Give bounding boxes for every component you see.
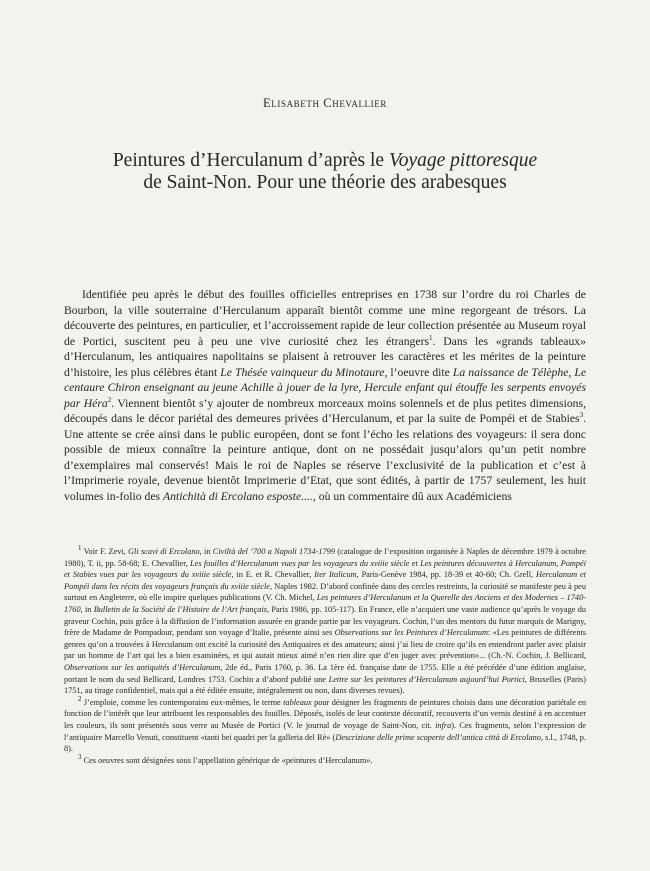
footnote-number: 1 — [78, 544, 82, 553]
italic-run: Observations sur les antiquités d’Herculanum — [64, 662, 221, 672]
italic-run: Iter Italicum — [314, 570, 357, 580]
italic-run: Antichità di Ercolano esposte.... — [163, 489, 313, 503]
paragraph — [64, 287, 586, 504]
text-run: ). Ces fragments, selon l’expression de l’antiquaire Marcello Venuti, constituent «tanti bei quadri per la galleria del Rè» ( — [64, 720, 586, 742]
footnote-2 — [64, 694, 587, 755]
title-italic: Voyage pittoresque — [388, 150, 538, 171]
italic-run: Bulletin de la Société de l’Histoire de l’Art français — [93, 604, 267, 614]
text-run: , Naples 1982. D’abord confinée dans des cercles restreints, la curiosité se manifeste peu à peu surtout en Angleterre, où elle inspire quelques publications (V. Ch. Michel, — [64, 581, 586, 603]
italic-run: Lettre sur les peintures d’Herculanum aujourd’hui Portici — [328, 674, 525, 684]
text-run: , in — [199, 547, 213, 556]
footnote-1 — [64, 546, 586, 697]
text-run: , Bruxelles (Paris) 1751, au tirage confidentiel, mais qui a été éditée ensuite, intégralement ou non, dans diverses revues). — [64, 674, 587, 696]
text-run: , 2de éd., Paris 1760, p. 36. La 1ère éd. française date de 1755. Elle a été précédée d’une édition anglaise, portant le nom du seul Bellicard, Londres 1753. Cochin a d’abord publié une — [64, 662, 586, 684]
text-run: pour désigner les fragments de peintures choisis dans une décoration pariétale en fonction de l’intérêt que leur attribuent les responsables des fouilles. Déposés, isolés de leur contexte décoratif, recouverts d’un vernis destiné à en accentuer les couleurs, ils sont présentés sous verre au Musée de Portici (V. le journal de voyage de Saint-Non, cit. — [64, 697, 587, 730]
footnote-ref-1[interactable]: 1 — [429, 333, 433, 342]
text-run: , Paris-Genève 1984, pp. 18-39 et 40-60; Ch. Grell, — [356, 570, 536, 580]
text-run: , l’oeuvre dite — [384, 365, 453, 379]
text-run: Voir F. Zevi, — [81, 547, 129, 556]
footnotes — [64, 546, 586, 766]
italic-run: La naissance de Télèphe, Le centaure Chiron enseignant au jeune Achille à jouer de la lyre, Hercule enfant qui étouffe les serpents envoyés par Héra — [64, 365, 587, 410]
text-run: J’emploie, comme les contemporains eux-mêmes, le terme — [81, 697, 284, 707]
italic-run: Le Thésée vainqueur du Minotaure — [220, 365, 385, 379]
text-run: , in E. et R. Chevallier, — [231, 570, 315, 580]
footnote-ref-2[interactable]: 2 — [107, 395, 112, 404]
text-run: , s.l., 1748, p. 8). — [64, 732, 586, 754]
title-line1: Peintures d’Herculanum d’après le — [112, 150, 389, 171]
text-run: : «Les peintures de différents genres qu’on a trouvées à Herculanum ont excité la curiosité des Antiquaires et des amateurs; ainsi j’ai lieu de croire qu’ils en entendront parler avec plaisir par un homme de l’art qui les a bien examinées, et qui aurait mieux aimé n’en rien dire que d’en juger avec prévention»... (Ch.-N. Cochin, J. Bellicard, — [64, 628, 587, 661]
italic-run: Gli scavi di Ercolano — [128, 547, 200, 556]
text-run: . Une attente se crée ainsi dans le public européen, dont se font l’écho les relations des voyageurs: il sera donc possible de mieux connaître la peinture antique, dont on ne possédait jusqu’alors qu’un petit nombre d’exemplaires mal conservés! Mais le roi de Naples se réserve l’exclusivité de la publication et c’est à l’Imprimerie royale, devenue bientôt Imprimerie d’Etat, que sont édités, à partir de 1757 seulement, les huit volumes in-folio des — [64, 412, 586, 503]
text-run: , Paris 1986, pp. 105-117). En France, elle n’acquiert une vaste audience qu’après le voyage du graveur Cochin, puis grâce à la diffusion de l’information assurée en grande partie par les voyageurs. Cochin, l’un des mentors du futur marquis de Marigny, frère de Madame de Pompadour, pendant son voyage d’Italie, présente ainsi ses — [64, 604, 586, 638]
footnote-number: 2 — [78, 694, 82, 703]
title-line2: de Saint-Non. Pour une théorie des arabesques — [143, 172, 507, 193]
italic-run: Les peintures d’Herculanum et la Querelle des Anciens et des Modernes – 1740-1760 — [64, 593, 586, 614]
text-run: (catalogue de l’exposition organisée à Naples de décembre 1979 à octobre 1980), T. ii, pp. 58-68; E. Chevallier, — [64, 547, 586, 568]
footnote-3 — [64, 752, 586, 767]
main-text — [64, 287, 586, 504]
italic-run: Civiltà del ’700 a Napoli 1734-1799 — [212, 547, 335, 556]
article-title — [40, 150, 610, 194]
italic-run: Herculanum et Pompéi dans les récits des voyageurs français du xviiie siècle — [64, 570, 586, 591]
text-run: Ces oeuvres sont désignées sous l’appellation générique de «peintures d’Herculanum». — [81, 755, 373, 765]
text-run: , où un commentaire dû aux Académiciens — [312, 489, 512, 503]
italic-run: Les peintures découvertes à Herculanum, Pompéi et Stabies vues par les voyageurs du xviiie siècle — [64, 558, 587, 580]
text-run: . Viennent bientôt s’y ajouter de nombreux morceaux moins solennels et de plus petites dimensions, découpés dans le décor pariétal des demeures privées d’Herculanum, et par la suite de Pompéi et de Stabies — [64, 396, 587, 425]
text-run: . Dans les «grands tableaux» d’Herculanum, les antiquaires napolitains se plaisent à retrouver les caractères et les mérites de la peinture d’histoire, les plus célèbres étant — [64, 334, 586, 379]
italic-run: Les fouilles d’Herculanum vues par les voyageurs du xviiie siècle — [190, 558, 410, 568]
footnote-ref-3[interactable]: 3 — [579, 411, 584, 420]
italic-run: Descrizione delle prime scoperte dell’antica città di Ercolano — [335, 732, 541, 742]
text-run: Identifiée peu après le début des fouilles officielles entreprises en 1738 sur l’ordre du roi Charles de Bourbon, la ville souterraine d’Herculanum apparaît bientôt comme une mine regorgeant de trésors. La découverte des peintures, en particulier, et l’accroissement rapide de leur collection présentée au Museum royal de Portici, suscitent peu à peu une vive curiosité chez les étrangers — [64, 288, 586, 348]
italic-run: Observations sur les Peintures d’Herculanum — [334, 628, 488, 638]
italic-run: tableaux — [283, 697, 312, 707]
text-run: et — [409, 558, 421, 568]
author-name: Elisabeth Chevallier — [263, 96, 387, 110]
italic-run: infra — [435, 720, 452, 730]
text-run: , in — [80, 604, 94, 614]
footnote-number: 3 — [78, 752, 82, 761]
